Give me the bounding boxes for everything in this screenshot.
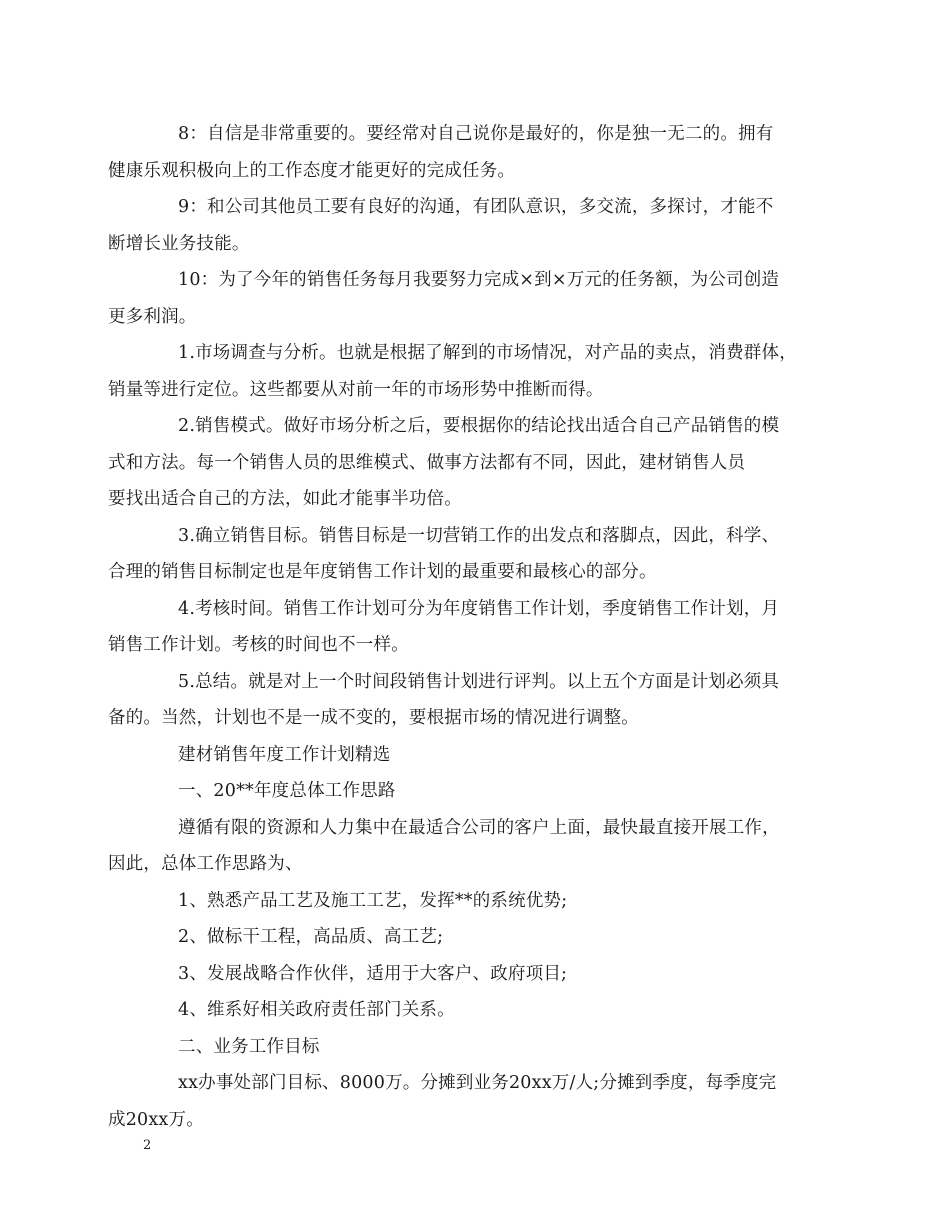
text-line: 8：自信是非常重要的。要经常对自己说你是最好的，你是独一无二的。拥有 xyxy=(178,124,774,144)
text-line: 健康乐观积极向上的工作态度才能更好的完成任务。 xyxy=(108,160,516,181)
text-line: 遵循有限的资源和人力集中在最适合公司的客户上面，最快最直接开展工作， xyxy=(178,817,780,838)
paragraph xyxy=(143,883,813,920)
paragraph xyxy=(143,737,813,774)
text-line: 5.总结。就是对上一个时间段销售计划进行评判。以上五个方面是计划必须具 xyxy=(178,671,780,692)
text-line: 1、熟悉产品工艺及施工工艺，发挥**的系统优势; xyxy=(178,890,568,911)
paragraph xyxy=(108,1065,813,1138)
paragraph xyxy=(108,518,813,591)
paragraph xyxy=(143,956,813,993)
text-line: 10：为了今年的销售任务每月我要努力完成×到×万元的任务额，为公司创造 xyxy=(178,270,780,290)
text-line: 3.确立销售目标。销售目标是一切营销工作的出发点和落脚点，因此，科学、 xyxy=(178,525,780,546)
text-line: 要找出适合自己的方法，如此才能事半功倍。 xyxy=(108,489,462,509)
paragraph xyxy=(108,810,813,883)
text-line: 4、维系好相关政府责任部门关系。 xyxy=(178,1000,455,1020)
text-line: 更多利润。 xyxy=(108,306,197,327)
paragraph xyxy=(108,262,813,335)
text-line: 3、发展战略合作伙伴，适用于大客户、政府项目; xyxy=(178,963,568,984)
paragraph xyxy=(108,335,813,408)
paragraph xyxy=(143,919,813,956)
text-line: 成20xx万。 xyxy=(108,1109,204,1130)
paragraph xyxy=(108,664,813,737)
text-line: 二、业务工作目标 xyxy=(178,1036,320,1057)
text-line: 一、20**年度总体工作思路 xyxy=(178,781,396,801)
text-line: 备的。当然，计划也不是一成不变的，要根据市场的情况进行调整。 xyxy=(108,708,639,728)
paragraph xyxy=(143,773,813,810)
text-line: 4.考核时间。销售工作计划可分为年度销售工作计划，季度销售工作计划，月 xyxy=(178,598,780,619)
text-line: 因此，总体工作思路为、 xyxy=(108,854,303,874)
document-body xyxy=(108,116,813,1138)
text-line: 建材销售年度工作计划精选 xyxy=(178,744,391,765)
text-line: 销量等进行定位。这些都要从对前一年的市场形势中推断而得。 xyxy=(108,379,604,400)
text-line: 2.销售模式。做好市场分析之后，要根据你的结论找出适合自己产品销售的模 xyxy=(178,416,780,436)
text-line: 2、做标干工程，高品质、高工艺; xyxy=(178,927,444,947)
paragraph xyxy=(108,116,813,189)
text-line: 9：和公司其他员工要有良好的沟通，有团队意识，多交流，多探讨，才能不 xyxy=(178,197,774,217)
text-line: 销售工作计划。考核的时间也不一样。 xyxy=(108,635,409,655)
paragraph xyxy=(143,992,813,1029)
paragraph xyxy=(108,591,813,664)
page-number: 2 xyxy=(143,1138,152,1153)
paragraph xyxy=(108,408,813,518)
text-line: 1.市场调查与分析。也就是根据了解到的市场情况，对产品的卖点，消费群体， xyxy=(178,343,797,363)
text-line: 断增长业务技能。 xyxy=(108,233,250,254)
text-line: xx办事处部门目标、8000万。分摊到业务20xx万/人;分摊到季度，每季度完 xyxy=(178,1073,777,1093)
text-line: 合理的销售目标制定也是年度销售工作计划的最重要和最核心的部分。 xyxy=(108,562,657,582)
paragraph xyxy=(108,189,813,262)
text-line: 式和方法。每一个销售人员的思维模式、做事方法都有不同，因此，建材销售人员 xyxy=(108,452,746,473)
paragraph xyxy=(143,1029,813,1066)
